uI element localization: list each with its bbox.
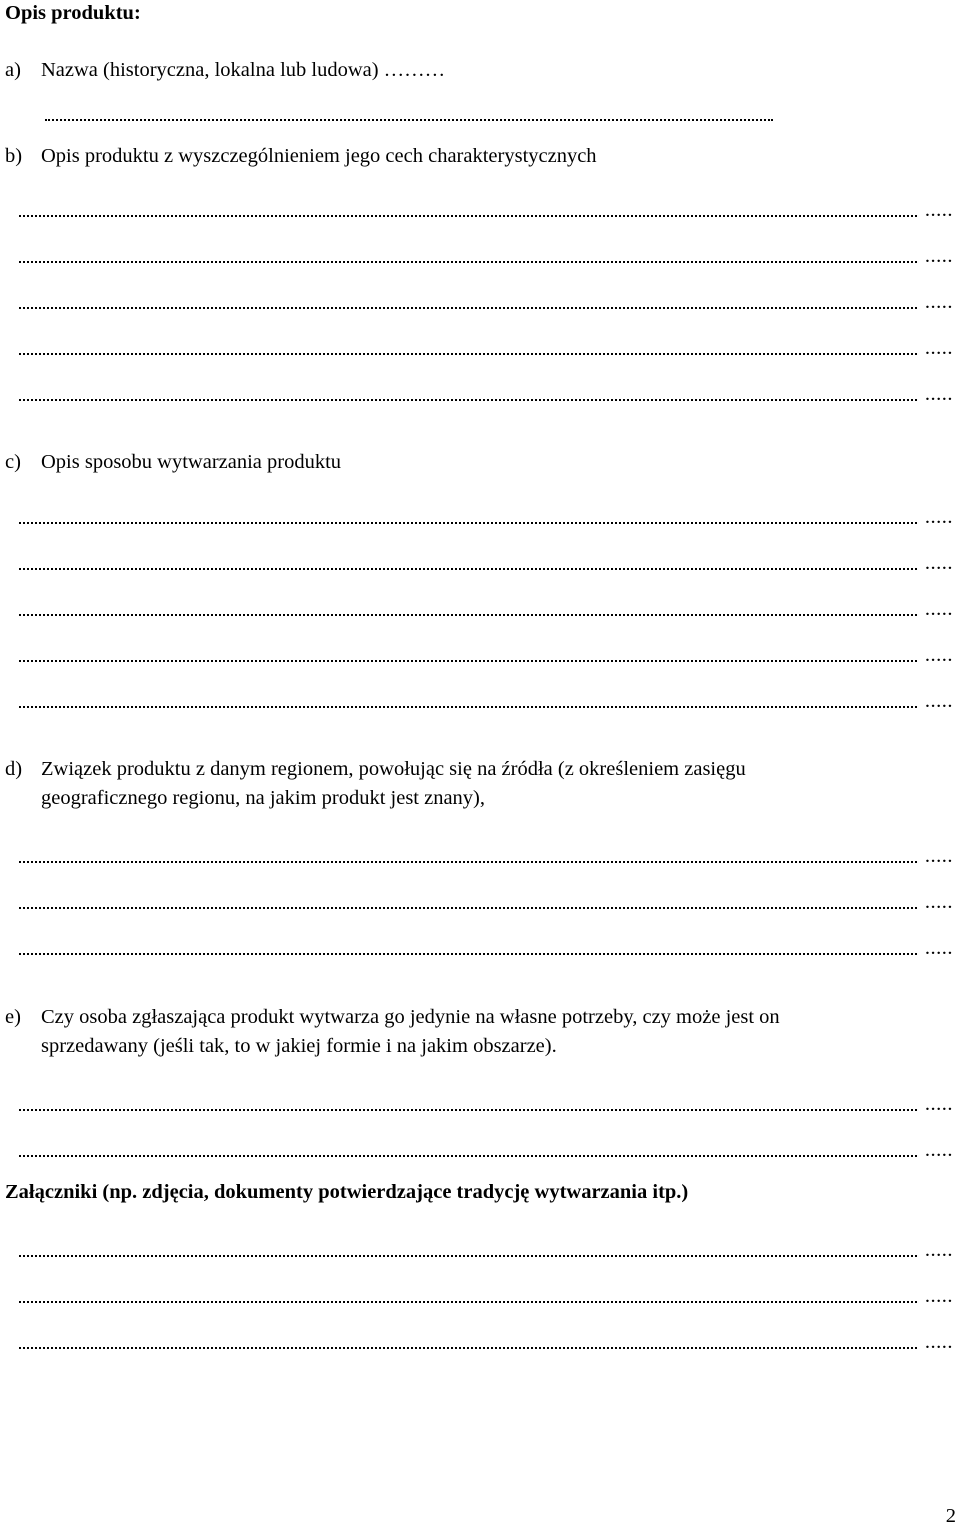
line-ending: ..... (924, 337, 953, 359)
line-ending: ..... (924, 552, 953, 574)
item-marker: e) (5, 1006, 21, 1028)
dotted-leader (19, 1255, 917, 1257)
fill-line[interactable] (5, 196, 953, 220)
dotted-leader (19, 353, 917, 355)
fill-line[interactable] (5, 503, 953, 527)
dotted-leader (19, 261, 917, 263)
fill-line[interactable] (5, 687, 953, 711)
item-marker: b) (5, 145, 23, 167)
line-ending: ..... (924, 644, 953, 666)
item-c (5, 451, 341, 474)
line-ending: ..... (924, 1139, 953, 1161)
item-d-continuation: geograficznego regionu, na jakim produkt jest znany), (41, 787, 486, 809)
dotted-leader (19, 1347, 917, 1349)
dotted-leader (45, 119, 773, 121)
line-ending: ..... (924, 383, 953, 405)
dotted-leader (19, 522, 917, 524)
item-d (5, 758, 746, 781)
line-ending: ..... (924, 1093, 953, 1115)
fill-line[interactable] (5, 242, 953, 266)
fill-line[interactable] (5, 1282, 953, 1306)
line-ending: ..... (924, 291, 953, 313)
line-ending: ..... (924, 690, 953, 712)
line-ending: ..... (924, 1331, 953, 1353)
dotted-leader (19, 861, 917, 863)
fill-line[interactable] (5, 100, 953, 124)
line-ending: ..... (924, 598, 953, 620)
dotted-leader (19, 1301, 917, 1303)
item-text: Związek produktu z danym regionem, powołując się na źródła (z określeniem zasięgu (41, 758, 746, 780)
fill-line[interactable] (5, 288, 953, 312)
section-title: Opis produktu: (5, 2, 141, 24)
fill-line[interactable] (5, 1328, 953, 1352)
line-ending: ..... (924, 845, 953, 867)
dotted-leader (19, 907, 917, 909)
dotted-leader (19, 568, 917, 570)
line-ending: ..... (924, 199, 953, 221)
fill-line[interactable] (5, 888, 953, 912)
line-ending: ..... (924, 506, 953, 528)
item-a (5, 59, 445, 82)
item-marker: a) (5, 59, 21, 81)
line-ending: ..... (924, 891, 953, 913)
dotted-leader (19, 660, 917, 662)
item-e (5, 1006, 780, 1029)
fill-line[interactable] (5, 934, 953, 958)
item-text: Opis sposobu wytwarzania produktu (41, 451, 342, 473)
fill-line[interactable] (5, 641, 953, 665)
item-e-continuation: sprzedawany (jeśli tak, to w jakiej formie i na jakim obszarze). (41, 1035, 557, 1057)
item-text: Nazwa (historyczna, lokalna lub ludowa) ……… (41, 59, 446, 81)
item-marker: c) (5, 451, 21, 473)
item-marker: d) (5, 758, 23, 780)
attachments-title: Załączniki (np. zdjęcia, dokumenty potwierdzające tradycję wytwarzania itp.) (5, 1181, 689, 1203)
line-ending: ..... (924, 245, 953, 267)
item-text: Opis produktu z wyszczególnieniem jego cech charakterystycznych (41, 145, 597, 167)
dotted-leader (19, 706, 917, 708)
dotted-leader (19, 215, 917, 217)
fill-line[interactable] (5, 1090, 953, 1114)
item-b (5, 145, 597, 168)
line-ending: ..... (924, 1285, 953, 1307)
dotted-leader (19, 1155, 917, 1157)
page-number: 2 (945, 1505, 956, 1527)
fill-line[interactable] (5, 380, 953, 404)
dotted-leader (19, 614, 917, 616)
fill-line[interactable] (5, 595, 953, 619)
fill-line[interactable] (5, 842, 953, 866)
fill-line[interactable] (5, 1236, 953, 1260)
fill-line[interactable] (5, 1136, 953, 1160)
dotted-leader (19, 953, 917, 955)
line-ending: ..... (924, 937, 953, 959)
item-text: Czy osoba zgłaszająca produkt wytwarza go jedynie na własne potrzeby, czy może jest on (41, 1006, 780, 1028)
fill-line[interactable] (5, 334, 953, 358)
line-ending: ..... (924, 1239, 953, 1261)
dotted-leader (19, 399, 917, 401)
dotted-leader (19, 307, 917, 309)
dotted-leader (19, 1109, 917, 1111)
fill-line[interactable] (5, 549, 953, 573)
